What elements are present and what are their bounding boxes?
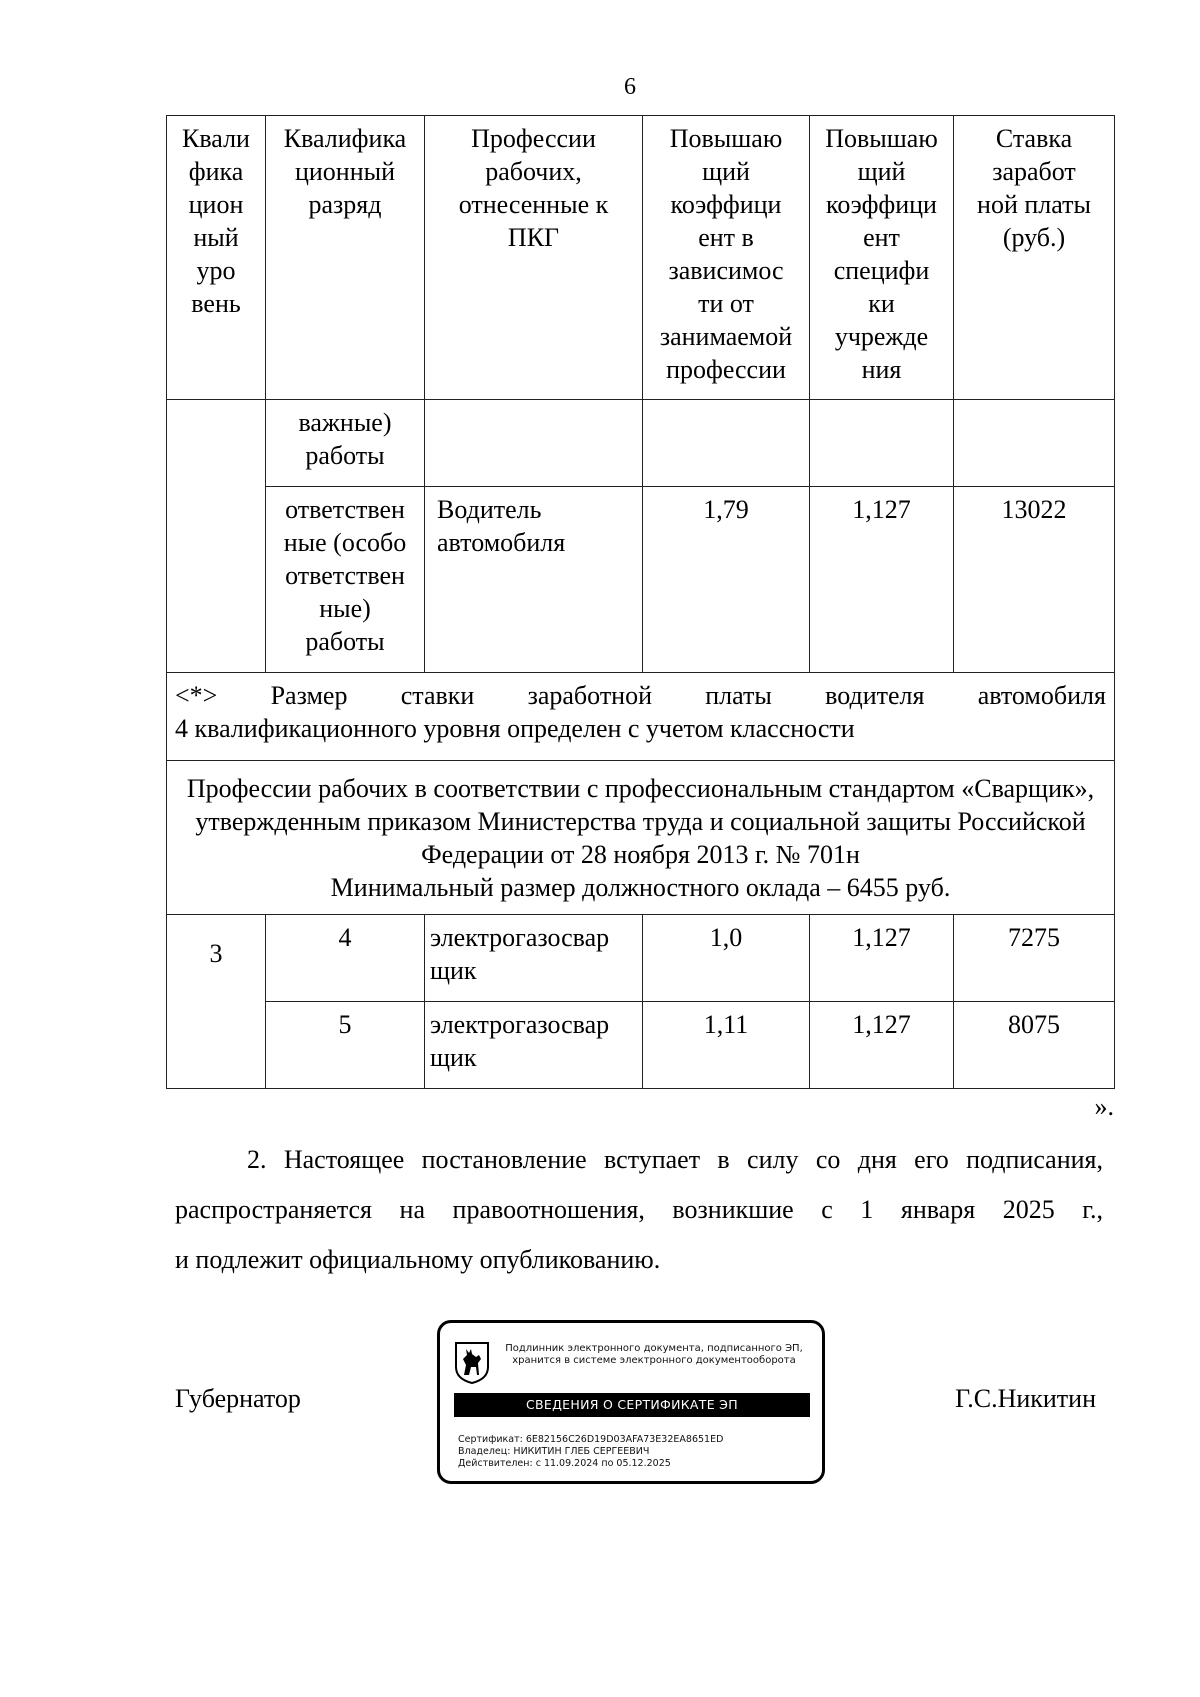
table-cell-grade: важные) работы xyxy=(266,400,425,487)
note-word: <*> xyxy=(175,681,218,710)
table-cell-empty xyxy=(810,400,954,487)
table-row xyxy=(167,915,1115,1002)
table-cell-profession: электрогазосвар щик xyxy=(425,915,643,1002)
note-word: ставки xyxy=(400,681,475,710)
table-cell-grade: ответствен ные (особо ответствен ные) работы xyxy=(266,487,425,673)
table-cell-empty-level xyxy=(167,400,266,673)
table-section-row xyxy=(167,761,1115,915)
table-header-row xyxy=(167,116,1115,400)
table-cell-rate: 8075 xyxy=(954,1002,1115,1089)
table-cell-coef-profession: 1,11 xyxy=(643,1002,810,1089)
certificate-validity: Действителен: с 11.09.2024 по 05.12.2025 xyxy=(458,1458,671,1469)
certificate-owner: Владелец: НИКИТИН ГЛЕБ СЕРГЕЕВИЧ xyxy=(458,1446,650,1457)
table-cell-rate: 7275 xyxy=(954,915,1115,1002)
table-row xyxy=(167,400,1115,487)
certificate-number: Сертификат: 6E82156C26D19D03AFA73E32EA8651ED xyxy=(458,1434,724,1445)
table-cell-grade: 5 xyxy=(266,1002,425,1089)
header-professions: Профессии рабочих, отнесенные к ПКГ xyxy=(425,116,643,400)
note-word: водителя xyxy=(825,681,925,710)
page-number: 6 xyxy=(624,74,636,100)
header-salary-rate: Ставка заработ ной платы (руб.) xyxy=(954,116,1115,400)
table-cell-profession: электрогазосвар щик xyxy=(425,1002,643,1089)
note-word: Размер xyxy=(270,681,348,710)
table-cell-coef-profession: 1,0 xyxy=(643,915,810,1002)
table-cell-coef-institution: 1,127 xyxy=(810,1002,954,1089)
note-line-2: 4 квалификационного уровня определен с учетом классности xyxy=(175,714,855,743)
header-qualification-grade: Квалифика ционный разряд xyxy=(266,116,425,400)
stamp-note: Подлинник электронного документа, подписанного ЭП, хранится в системе электронного документооборота xyxy=(505,1343,803,1366)
note-line-1 xyxy=(175,679,1106,712)
stamp-details xyxy=(458,1434,723,1470)
note-word: заработной xyxy=(527,681,653,710)
table-cell-coef-profession: 1,79 xyxy=(643,487,810,673)
table-note-row xyxy=(167,673,1115,761)
closing-quote: ». xyxy=(1094,1092,1114,1121)
table-cell-grade: 4 xyxy=(266,915,425,1002)
paragraph-line-3: и подлежит официальному опубликованию. xyxy=(175,1245,661,1274)
header-coef-profession: Повышаю щий коэффици ент в зависимос ти от занимаемой профессии xyxy=(643,116,810,400)
electronic-signature-stamp xyxy=(437,1320,825,1484)
table-row xyxy=(167,487,1115,673)
paragraph-line-1: 2. Настоящее постановление вступает в силу со дня его подписания, xyxy=(247,1145,1103,1174)
stamp-header: СВЕДЕНИЯ О СЕРТИФИКАТЕ ЭП xyxy=(454,1393,810,1417)
table-cell-empty xyxy=(954,400,1115,487)
table-cell-coef-institution: 1,127 xyxy=(810,915,954,1002)
table-row xyxy=(167,1002,1115,1089)
table-cell-empty xyxy=(643,400,810,487)
section-header: Профессии рабочих в соответствии с профессиональным стандартом «Сварщик», утвержденным приказом Министерства труда и социальной защиты Российской Федерации от 28 ноября 2013 г. № 701н Минимальный размер должностного оклада – 6455 руб. xyxy=(167,761,1115,915)
note-word: платы xyxy=(705,681,772,710)
table-cell-level: 3 xyxy=(167,915,266,1089)
resolution-paragraph xyxy=(175,1135,1103,1285)
header-qualification-level: Квали фика цион ный уро вень xyxy=(167,116,266,400)
paragraph-line-2: распространяется на правоотношения, возникшие с 1 января 2025 г., xyxy=(175,1195,1103,1224)
note-word: автомобиля xyxy=(977,681,1106,710)
table-cell-profession: Водитель автомобиля xyxy=(425,487,643,673)
signatory-name: Г.С.Никитин xyxy=(955,1384,1096,1413)
table-cell-empty xyxy=(425,400,643,487)
signatory-title: Губернатор xyxy=(175,1384,301,1413)
table-cell-rate: 13022 xyxy=(954,487,1115,673)
header-coef-institution: Повышаю щий коэффици ент специфи ки учрежде ния xyxy=(810,116,954,400)
coat-of-arms-icon xyxy=(454,1341,490,1385)
table-note xyxy=(167,673,1115,761)
table-cell-coef-institution: 1,127 xyxy=(810,487,954,673)
salary-table xyxy=(166,115,1115,1089)
